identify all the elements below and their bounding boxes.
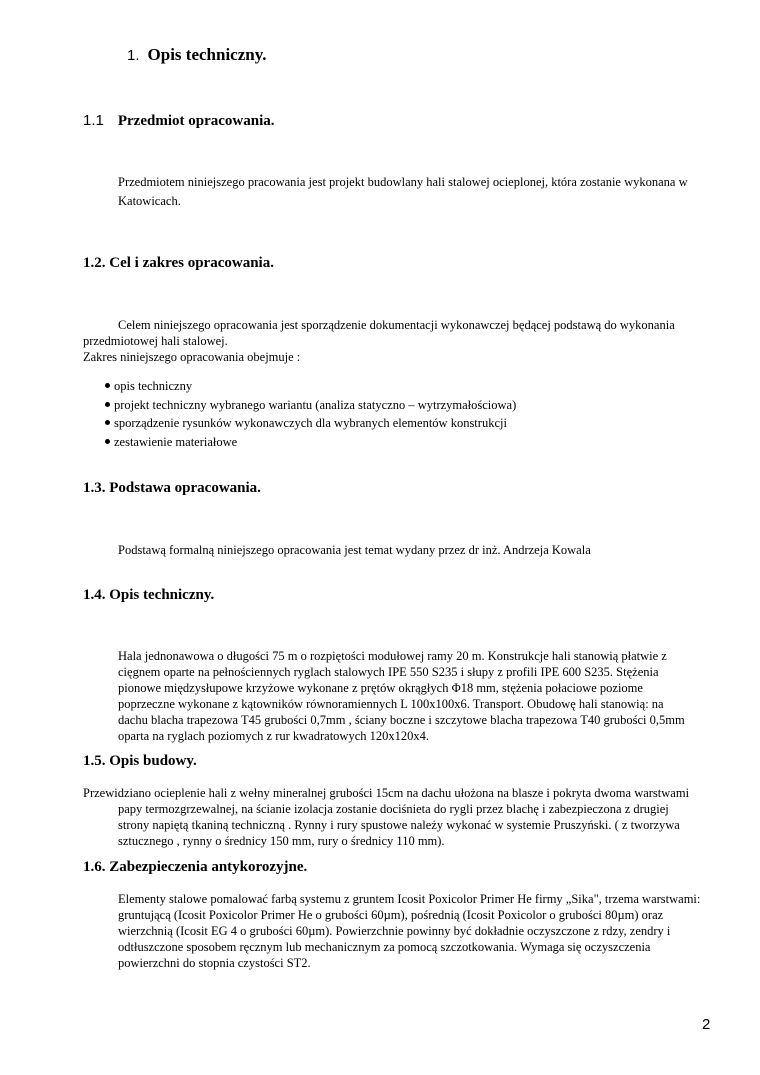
list-item: zestawienie materiałowe <box>105 433 516 452</box>
paragraph-line: przedmiotowej hali stalowej. <box>83 334 228 348</box>
section-1-1-heading <box>83 112 275 130</box>
paragraph-line: Elementy stalowe pomalować farbą systemu z gruntem Icosit Poxicolor Primer He firmy „Sika", trzema warstwami: <box>118 892 701 906</box>
paragraph-line: gruntującą (Icosit Poxicolor Primer He o grubości 60µm), pośrednią (Icosit Poxicolor o grubości 80µm) oraz <box>118 908 664 922</box>
section-1-2-heading: 1.2. Cel i zakres opracowania. <box>83 255 274 271</box>
paragraph-line: poprzeczne wykonane z kątowników równoramiennych L 100x100x6. Transport. Obudowę hali stanowią: na <box>118 697 664 711</box>
paragraph-line: strony napiętą tkaniną techniczną . Rynny i rury spustowe należy wykonać w systemie Pruszyński. ( z tworzywa <box>118 818 680 832</box>
section-1-2-paragraph <box>83 317 675 365</box>
paragraph-line: Celem niniejszego opracowania jest sporządzenie dokumentacji wykonawczej będącej podstawą do wykonania <box>118 318 675 332</box>
section-1-3-paragraph: Podstawą formalną niniejszego opracowania jest temat wydany przez dr inż. Andrzeja Kowala <box>118 543 591 557</box>
title-text: Opis techniczny. <box>147 45 267 64</box>
paragraph-line: powierzchni do stopnia czystości ST2. <box>118 956 311 970</box>
paragraph-line: cięgnem oparte na pełnościennych ryglach stalowych IPE 550 S235 i słupy z profili IPE 600 S235. Stężenia <box>118 665 659 679</box>
section-1-5-heading: 1.5. Opis budowy. <box>83 753 197 769</box>
paragraph-line: wierzchnią (Icosit EG 4 o grubości 60µm). Powierzchnie powinny być dokładnie oczyszczone z rdzy, zendry i <box>118 924 671 938</box>
title-number: 1. <box>127 47 140 64</box>
list-item: sporządzenie rysunków wykonawczych dla wybranych elementów konstrukcji <box>105 414 516 433</box>
section-1-6-heading: 1.6. Zabezpieczenia antykorozyjne. <box>83 859 308 875</box>
section-1-6-paragraph <box>118 891 700 971</box>
paragraph-line: dachu blacha trapezowa T45 grubości 0,7mm , ściany boczne i szczytowe blacha trapezowa T40 grubości 0,5mm <box>118 713 685 727</box>
list-item: projekt techniczny wybranego wariantu (analiza statyczno – wytrzymałościowa) <box>105 396 516 415</box>
section-1-1-paragraph <box>118 174 688 209</box>
paragraph-line: odtłuszczone sposobem ręcznym lub mechanicznym za pomocą szczotkowania. Wymaga się oczyszczenia <box>118 940 651 954</box>
paragraph-line: Zakres niniejszego opracowania obejmuje : <box>83 350 301 364</box>
paragraph-line: pionowe międzysłupowe krzyżowe wykonane z prętów okrągłych Φ18 mm, stężenia połaciowe poziome <box>118 681 643 695</box>
section-1-5-paragraph <box>83 785 689 849</box>
paragraph-line: Przewidziano ocieplenie hali z wełny mineralnej grubości 15cm na dachu ułożona na blasze i pokryta dwoma warstwami <box>83 786 690 800</box>
section-1-1-number: 1.1 <box>83 112 104 129</box>
list-item: opis techniczny <box>105 377 516 396</box>
page-number: 2 <box>702 1016 711 1033</box>
section-1-1-title: Przedmiot opracowania. <box>117 113 275 129</box>
paragraph-line: Przedmiotem niniejszego pracowania jest projekt budowlany hali stalowej ocieplonej, która zostanie wykonana w <box>118 175 688 189</box>
section-1-4-paragraph <box>118 648 685 744</box>
section-1-4-heading: 1.4. Opis techniczny. <box>83 587 215 603</box>
paragraph-line: oparta na ryglach poziomych z rur kwadratowych 120x120x4. <box>118 729 430 743</box>
document-title <box>127 45 267 65</box>
paragraph-line: papy termozgrzewalnej, na ścianie izolacja zostanie dociśnieta do rygli przez blachę i zabezpieczona z drugiej <box>118 802 669 816</box>
paragraph-line: Hala jednonawowa o długości 75 m o rozpiętości modułowej ramy 20 m. Konstrukcje hali stanowią płatwie z <box>118 649 667 663</box>
paragraph-line: Katowicach. <box>118 193 181 208</box>
scope-list <box>105 377 516 451</box>
section-1-3-heading: 1.3. Podstawa opracowania. <box>83 480 261 496</box>
paragraph-line: sztucznego , rynny o średnicy 150 mm, rury o średnicy 110 mm). <box>118 834 445 848</box>
